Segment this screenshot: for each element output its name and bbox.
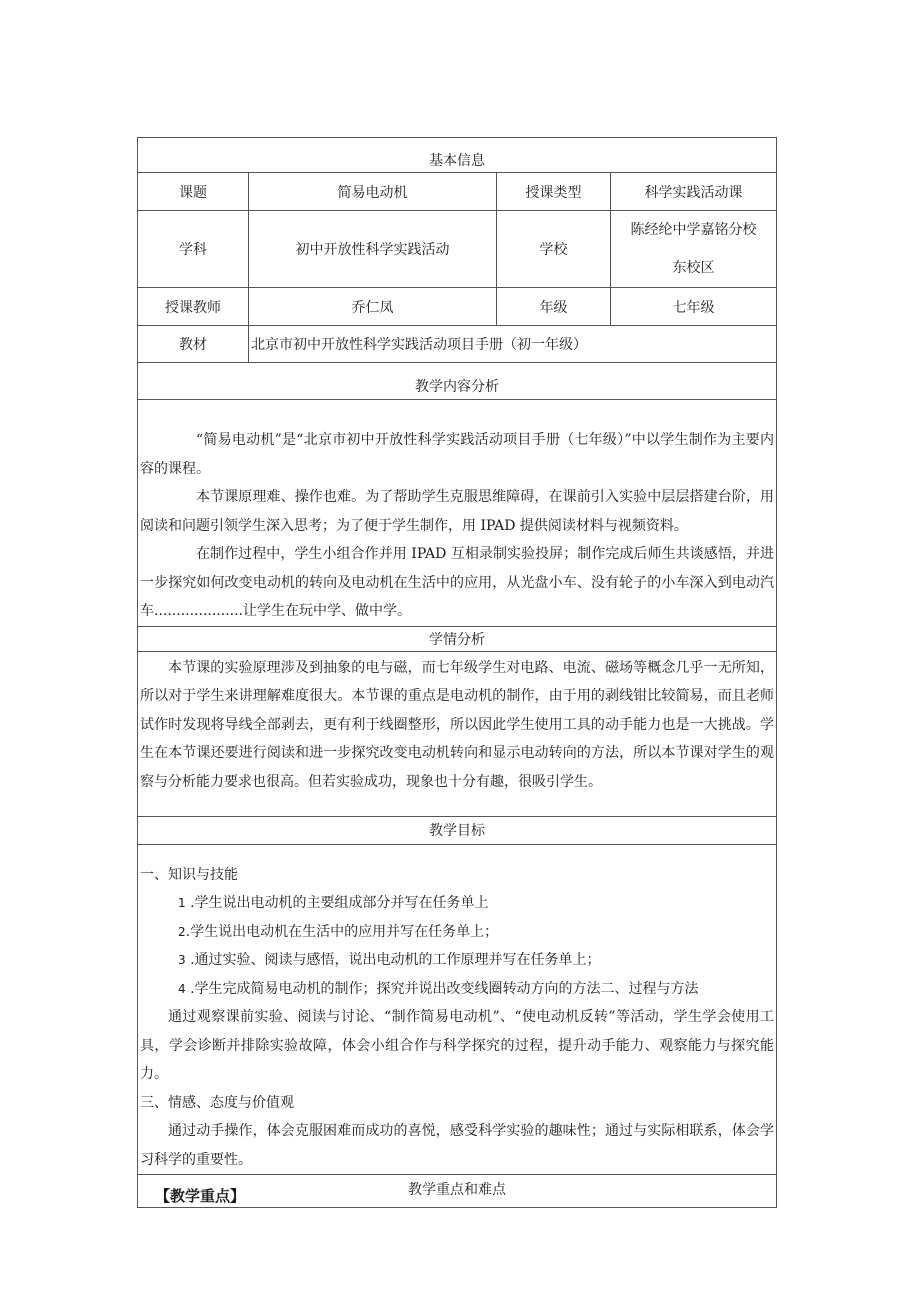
value-school [611,211,777,288]
value-topic: 简易电动机 [249,173,497,211]
objective-number: 3 [178,953,186,967]
objective-item: 3 .通过实验、阅读与感悟，说出电动机的工作原理并写在任务单上； [178,952,601,968]
objectives-heading-attitude: 三、情感、态度与价值观 [140,1094,294,1111]
objective-item: 2.学生说出电动机在生活中的应用并写在任务单上； [178,923,499,940]
attitude-paragraph: 通过动手操作，体会克服困难而成功的喜悦，感受科学实验的趣味性；通过与实际相联系，体会学习科学的重要性。 [140,1123,774,1168]
section-title-objectives: 教学目标 [138,816,777,844]
value-school-line2: 东校区 [672,260,715,276]
value-lesson-type: 科学实践活动课 [611,173,777,211]
content-paragraph: 在制作过程中，学生小组合作并用 IPAD 互相录制实验投屏；制作完成后师生共谈感悟，并进一步探究如何改变电动机的转向及电动机在生活中的应用，从光盘小车、没有轮子的小车深入到电动汽车....................让学生在玩中学、做中学。 [140,546,774,619]
label-lesson-type: 授课类型 [497,173,611,211]
lesson-plan-table [137,137,777,1208]
value-teacher: 乔仁凤 [249,288,497,326]
value-subject: 初中开放性科学实践活动 [249,211,497,288]
label-grade: 年级 [497,288,611,326]
label-school: 学校 [497,211,611,288]
objective-item: 4 .学生完成简易电动机的制作；探究并说出改变线圈转动方向的方法二、过程与方法 [178,980,699,997]
objectives-body [138,844,777,1175]
objective-number: 1 [178,896,186,910]
student-analysis-paragraph: 本节课的实验原理涉及到抽象的电与磁，而七年级学生对电路、电流、磁场等概念几乎一无所知，所以对于学生来讲理解难度很大。本节课的重点是电动机的制作，由于用的剥线钳比较简易，而且老师试作时发现将导线全部剥去，更有利于线圈整形，所以因此学生使用工具的动手能力也是一大挑战。学生在本节课还要进行阅读和进一步探究改变电动机转向和显示电动转向的方法，所以本节课对学生的观察与分析能力要求也很高。但若实验成功，现象也十分有趣，很吸引学生。 [140,659,774,790]
value-textbook: 北京市初中开放性科学实践活动项目手册（初一年级） [249,326,777,363]
objective-number: 4 [178,981,186,996]
value-school-line1: 陈经纶中学嘉铭分校 [630,222,757,238]
process-paragraph: 通过观察课前实验、阅读与讨论、“制作简易电动机”、“使电动机反转”等活动，学生学会使用工具，学会诊断并排除实验故障，体会小组合作与科学探究的过程，提升动手能力、观察能力与探究能力。 [140,1009,774,1082]
student-analysis-body [138,651,777,816]
content-paragraph: 本节课原理难、操作也难。为了帮助学生克服思维障碍，在课前引入实验中层层搭建台阶，用阅读和问题引领学生深入思考；为了便于学生制作，用 IPAD 提供阅读材料与视频资料。 [140,489,774,534]
label-topic: 课题 [138,173,249,211]
section-title-key-points: 教学重点和难点 [138,1175,777,1208]
content-paragraph: “简易电动机”是“北京市初中开放性科学实践活动项目手册（七年级）”中以学生制作为主要内容的课程。 [140,432,774,477]
section-title-student-analysis: 学情分析 [138,626,777,651]
key-points-label: 【教学重点】 [155,1187,246,1205]
section-title-basic-info: 基本信息 [138,138,777,173]
objective-item: 1 .学生说出电动机的主要组成部分并写在任务单上 [178,895,489,911]
label-textbook: 教材 [138,326,249,363]
section-title-content-analysis: 教学内容分析 [138,363,777,400]
value-grade: 七年级 [611,288,777,326]
label-subject: 学科 [138,211,249,288]
objective-number: 2 [178,924,186,939]
content-analysis-body [138,400,777,627]
objectives-heading-knowledge: 一、知识与技能 [140,866,238,883]
label-teacher: 授课教师 [138,288,249,326]
